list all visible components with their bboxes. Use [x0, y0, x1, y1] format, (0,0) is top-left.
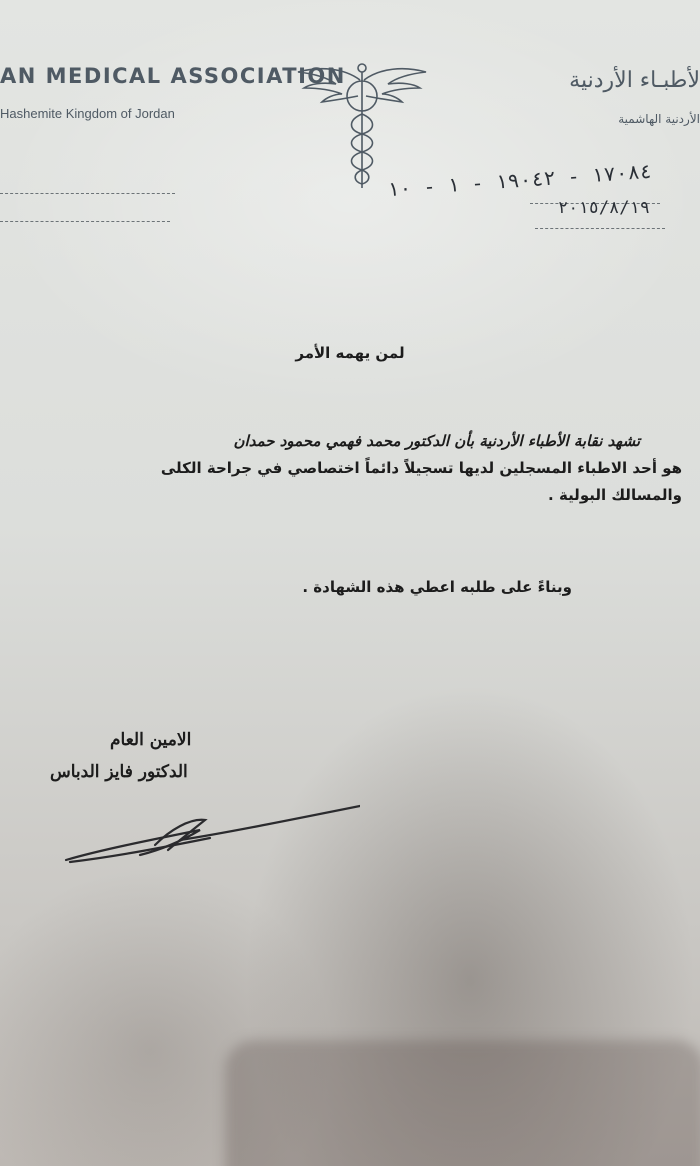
signatory-title: الامين العام: [110, 730, 192, 750]
body-line: والمسالك البولية .: [548, 486, 682, 504]
body-line: هو أحد الاطباء المسجلين لديها تسجيلاً دائماً اختصاصي في جراحة الكلى: [160, 459, 682, 477]
photo-shadow: [225, 1040, 700, 1166]
letterhead-english-title: AN MEDICAL ASSOCIATION: [0, 64, 346, 88]
letter-closing: وبناءً على طلبه اعطي هذه الشهادة .: [302, 578, 572, 596]
letter-subject: لمن يهمه الأمر: [295, 344, 405, 362]
right-dotted-line: [535, 228, 665, 229]
left-dotted-line: [0, 193, 175, 194]
letterhead-arabic-title: لأطبـاء الأردنية: [569, 68, 700, 93]
left-dotted-line: [0, 221, 170, 222]
body-line: تشهد نقابة الأطباء الأردنية بأن الدكتور محمد فهمي محمود حمدان: [233, 432, 640, 450]
reference-date: ٢٠١٥/٨/١٩: [557, 198, 650, 218]
letterhead-arabic-subtitle: الأردنية الهاشمية: [618, 112, 700, 126]
letter-body: [2, 428, 682, 509]
signatory-name: الدكتور فايز الدباس: [50, 762, 188, 782]
caduceus-icon: [292, 58, 432, 193]
letterhead-english-subtitle: Hashemite Kingdom of Jordan: [0, 106, 175, 121]
reference-number: ١٧٠٨٤ - ١٩٠٤٢ - ١ - ١٠: [386, 158, 653, 202]
handwritten-signature: [60, 800, 360, 870]
